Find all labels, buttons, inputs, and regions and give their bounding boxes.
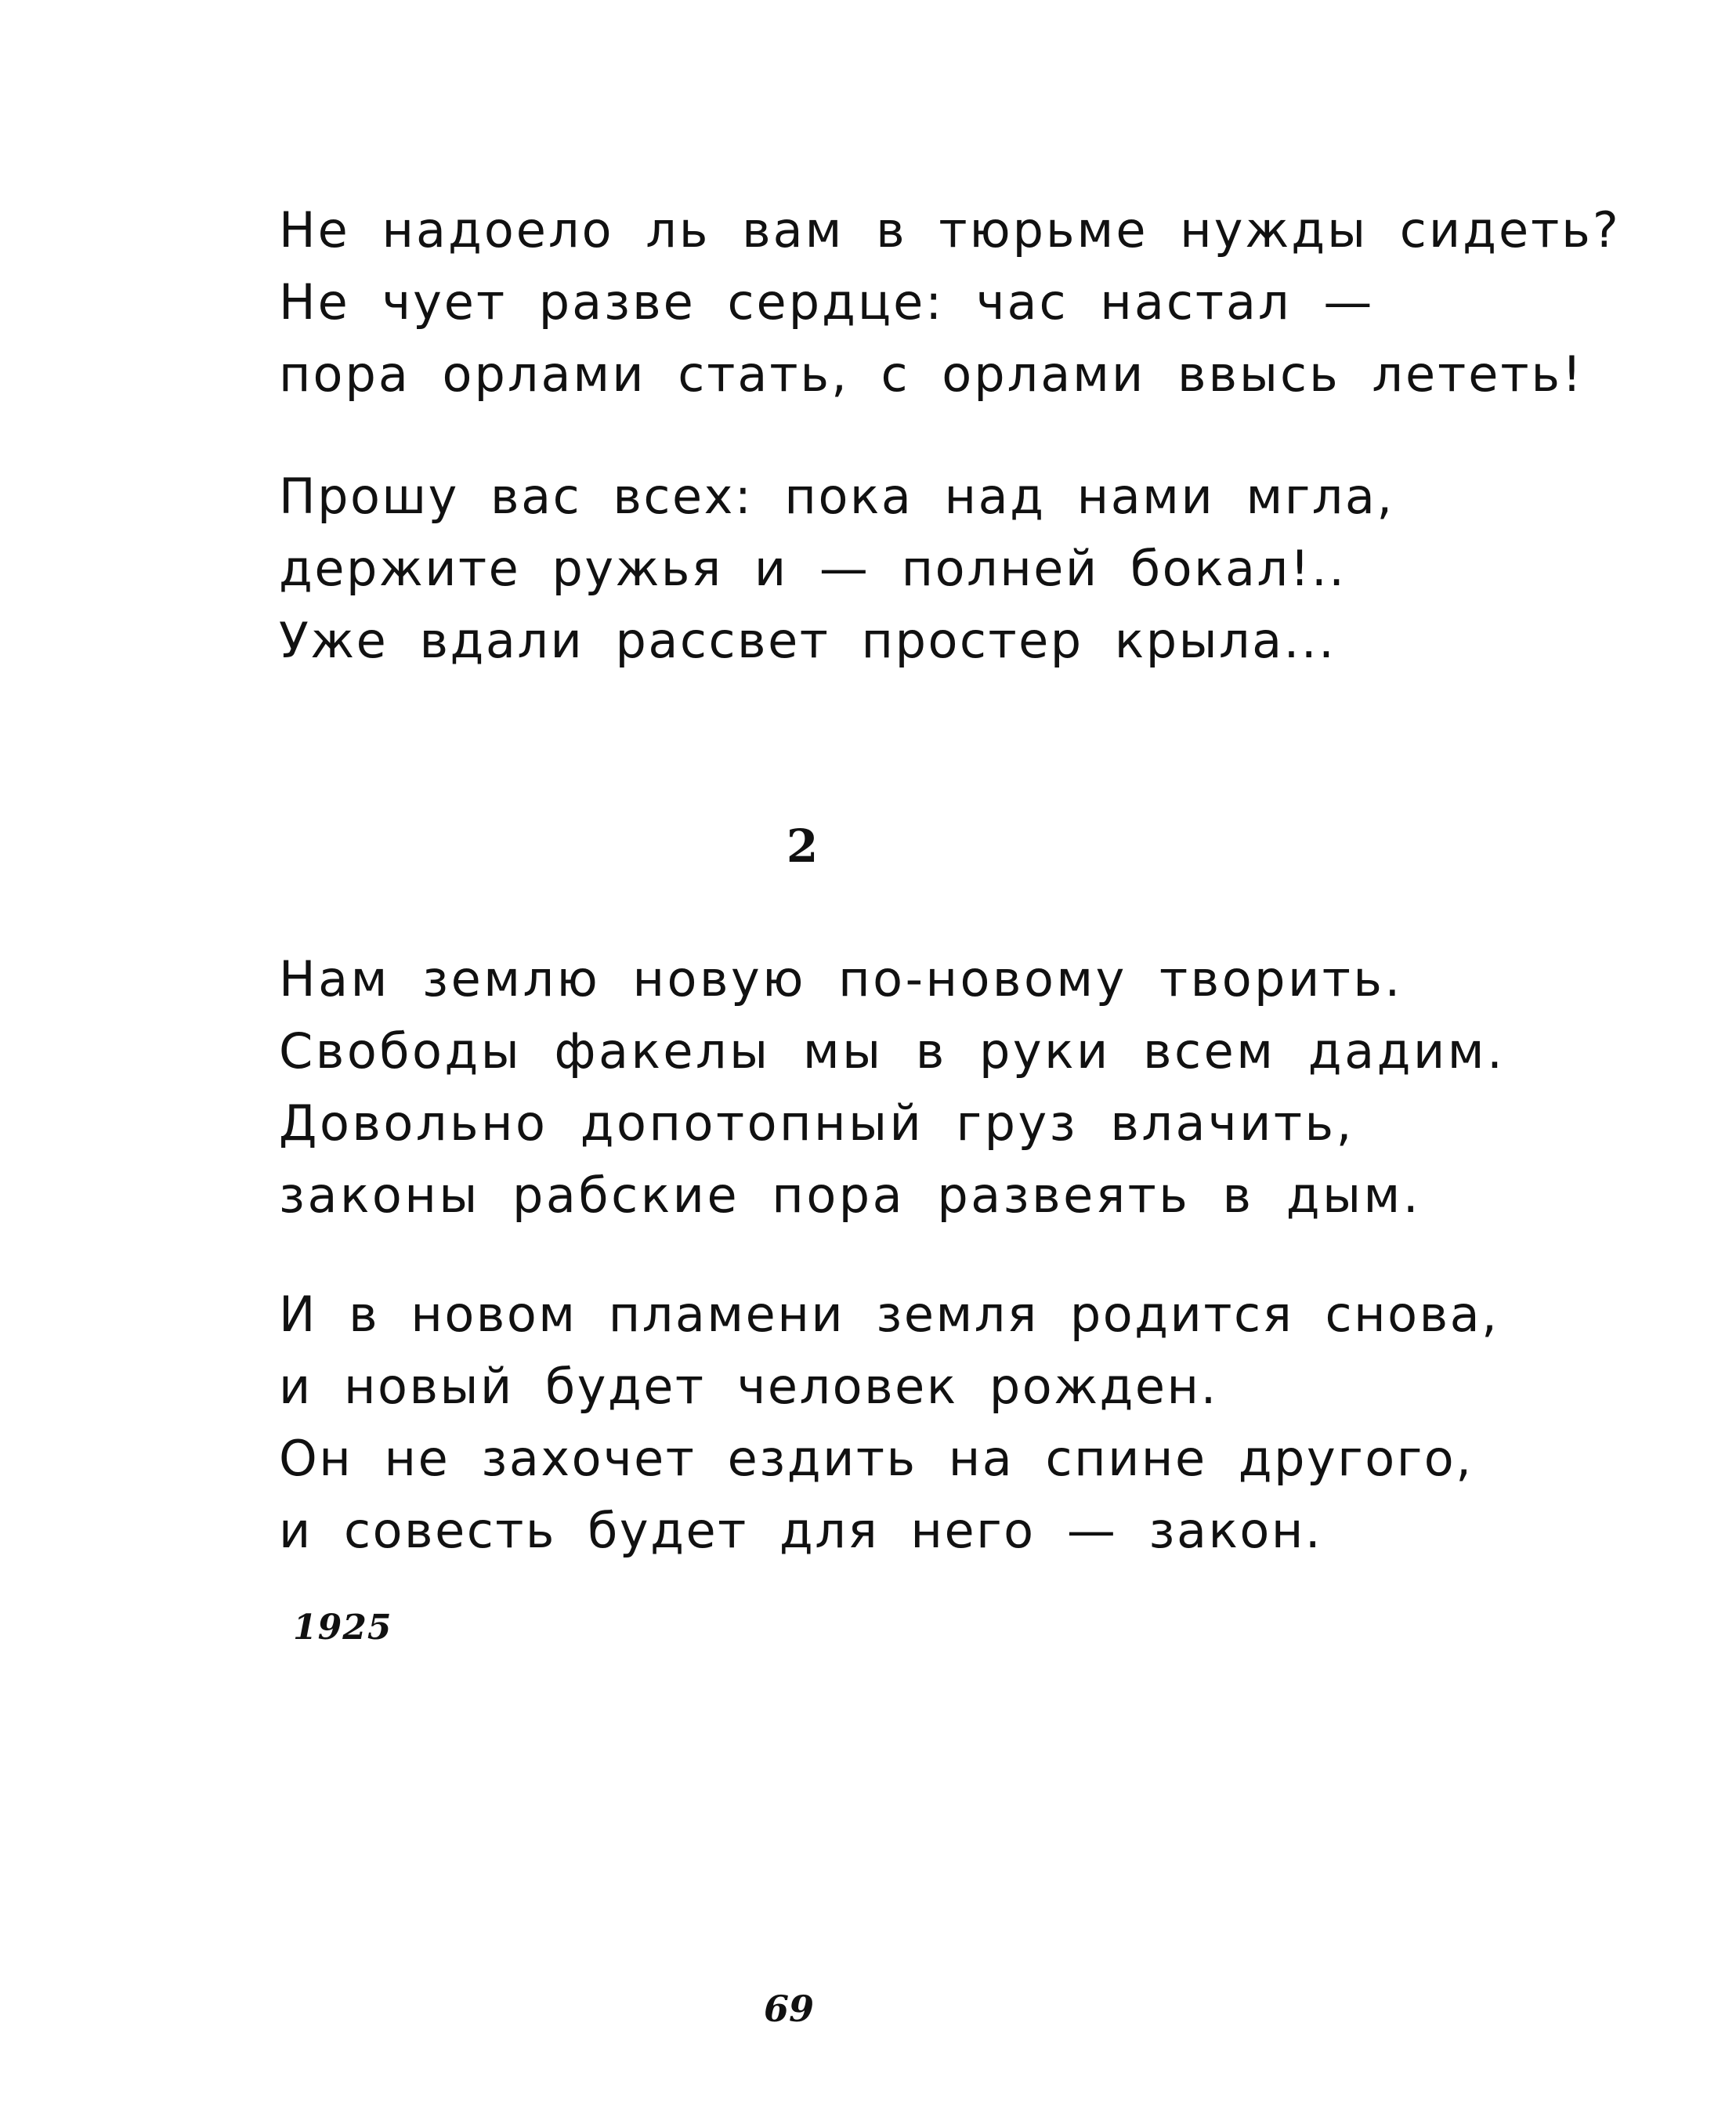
poem-line: Свободы факелы мы в руки всем дадим.: [279, 1022, 1506, 1080]
poem-line: Уже вдали рассвет простер крыла...: [279, 612, 1336, 669]
poem-line: и совесть будет для него — закон.: [279, 1502, 1323, 1559]
poem-line: И в новом пламени земля родится снова,: [279, 1286, 1499, 1343]
poem-line: Не чует разве сердце: час настал —: [279, 273, 1375, 331]
poem-line: и новый будет человек рожден.: [279, 1358, 1218, 1415]
poem-line: Прошу вас всех: пока над нами мгла,: [279, 468, 1394, 525]
poem-line: Довольно допотопный груз влачить,: [279, 1094, 1354, 1152]
stanza-1: [279, 194, 1621, 411]
poem-line: держите ружья и — полней бокал!..: [279, 540, 1347, 597]
section-number: 2: [786, 819, 819, 873]
page-number: 69: [763, 1988, 814, 2030]
poem-line: Не надоело ль вам в тюрьме нужды сидеть?: [279, 201, 1621, 259]
poem-line: Он не захочет ездить на спине другого,: [279, 1430, 1474, 1487]
poem-line: Нам землю новую по-новому творить.: [279, 950, 1403, 1008]
stanza-2: [279, 461, 1394, 677]
poem-date: 1925: [293, 1608, 392, 1648]
stanza-3: [279, 943, 1505, 1232]
poem-line: пора орлами стать, с орлами ввысь лететь!: [279, 345, 1584, 403]
stanza-4: [279, 1279, 1499, 1567]
poem-line: законы рабские пора развеять в дым.: [279, 1167, 1422, 1224]
